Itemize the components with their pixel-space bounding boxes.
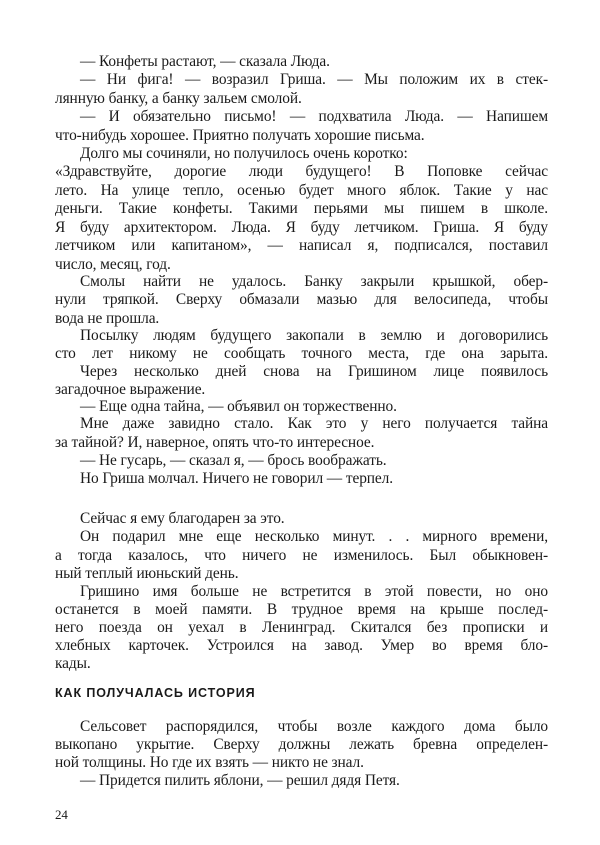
text-line: — Не гусарь, — сказал я, — брось воображать.	[80, 452, 387, 469]
text-line: загадочное выражение.	[55, 381, 206, 398]
text-line: — И обязательно письмо! — подхватила Люда. — Напишем	[80, 108, 548, 125]
text-line: него поезда он уехал в Ленинград. Скитался без прописки и	[55, 619, 548, 636]
text-line: сто лет никому не сообщать точного места, где она зарыта.	[55, 345, 548, 362]
text-line: Но Гриша молчал. Ничего не говорил — терпел.	[80, 470, 393, 487]
text-line: Через несколько дней снова на Гришином лице появилось	[80, 363, 548, 380]
text-line: ный теплый июньский день.	[55, 565, 239, 582]
text-line: кады.	[55, 655, 91, 672]
text-line: Мне даже завидно стало. Как это у него получается тайна	[80, 415, 548, 432]
text-line: выкопано укрытие. Сверху должны лежать бревна определен-	[55, 736, 548, 753]
text-line: Он подарил мне еще несколько минут. . . мирного времени,	[80, 528, 548, 545]
text-line: Я буду архитектором. Люда. Я буду летчиком. Гриша. Я буду	[55, 219, 548, 236]
text-line: Долго мы сочиняли, но получилось очень коротко:	[80, 145, 408, 162]
section-heading: КАК ПОЛУЧАЛАСЬ ИСТОРИЯ	[55, 686, 256, 700]
text-line: — Конфеты растают, — сказала Люда.	[80, 53, 330, 70]
text-line: — Придется пилить яблони, — решил дядя Петя.	[80, 772, 400, 789]
text-line: лянную банку, а банку зальем смолой.	[55, 90, 302, 107]
text-line: летчиком или капитаном», — написал я, подписался, поставил	[55, 237, 548, 254]
text-line: вода не прошла.	[55, 310, 160, 327]
text-line: что-нибудь хорошее. Приятно получать хорошие письма.	[55, 127, 425, 144]
text-line: нули тряпкой. Сверху обмазали мазью для велосипеда, чтобы	[55, 291, 548, 308]
text-line: — Ни фига! — возразил Гриша. — Мы положим их в стек-	[80, 71, 548, 88]
page-number: 24	[55, 807, 68, 822]
text-line: «Здравствуйте, дорогие люди будущего! В Поповке сейчас	[55, 163, 548, 180]
text-line: Сельсовет распорядился, чтобы возле каждого дома было	[80, 718, 548, 735]
text-line: за тайной? И, наверное, опять что-то интересное.	[55, 434, 375, 451]
text-line: деньги. Такие конфеты. Такими перьями мы пишем в школе.	[55, 200, 548, 217]
text-line: Гришино имя больше не встретится в этой повести, но оно	[80, 583, 548, 600]
text-line: а тогда казалось, что ничего не изменилось. Был обыкновен-	[55, 547, 548, 564]
text-line: останется в моей памяти. В трудное время на крыше послед-	[55, 601, 548, 618]
text-line: — Еще одна тайна, — объявил он торжественно.	[80, 398, 397, 415]
text-line: лето. На улице тепло, осенью будет много яблок. Такие у нас	[55, 182, 548, 199]
text-line: хлебных карточек. Устроился на завод. Умер во время бло-	[55, 637, 548, 654]
text-line: ной толщины. Но где их взять — никто не знал.	[55, 754, 364, 771]
text-line: Сейчас я ему благодарен за это.	[80, 510, 285, 527]
text-line: Смолы найти не удалось. Банку закрыли крышкой, обер-	[80, 273, 548, 290]
text-line: Посылку людям будущего закопали в землю и договорились	[80, 327, 548, 344]
text-line: число, месяц, год.	[55, 256, 171, 273]
